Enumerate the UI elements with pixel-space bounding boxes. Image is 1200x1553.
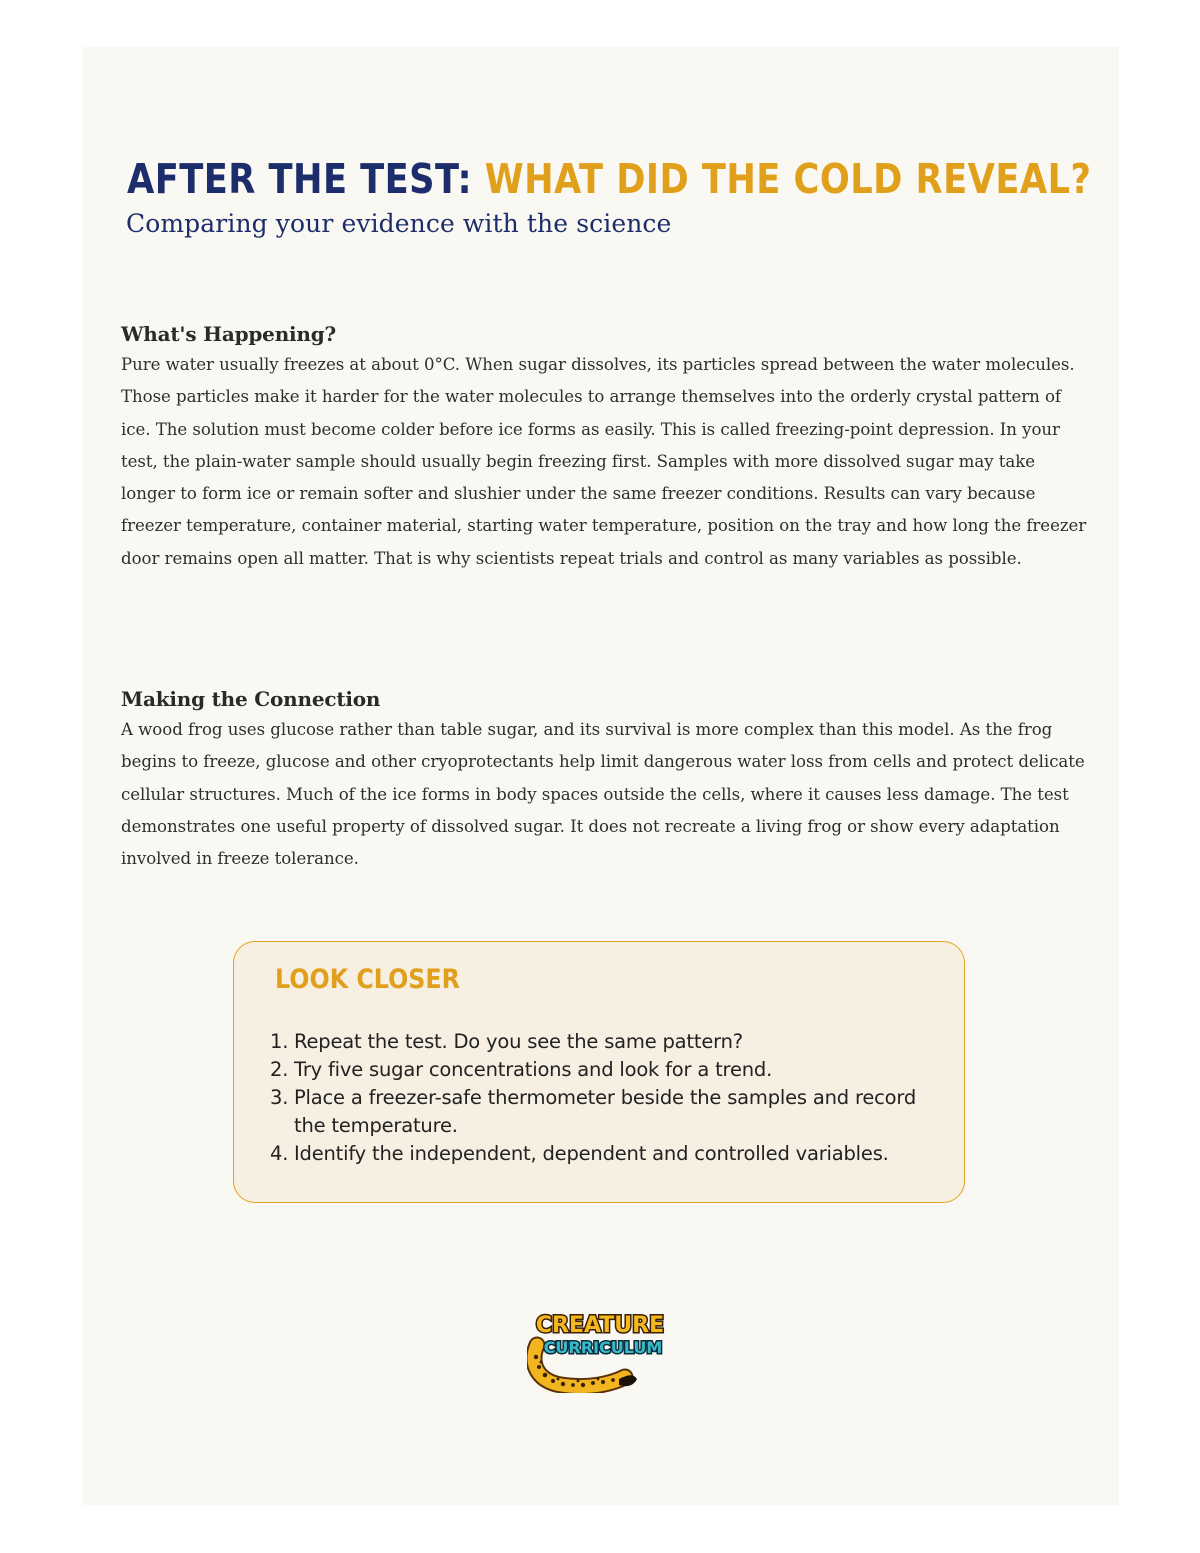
list-item-text: Identify the independent, dependent and controlled variables. <box>294 1142 889 1165</box>
list-item-text: Try five sugar concentrations and look for a trend. <box>294 1058 773 1081</box>
logo-line1: CREATURE <box>535 1313 665 1338</box>
logo-line2: CURRICULUM <box>543 1338 663 1357</box>
list-item <box>270 1028 930 1056</box>
list-item-text: Place a freezer-safe thermometer beside the samples and record the temperature. <box>294 1086 917 1137</box>
page-subtitle: Comparing your evidence with the science <box>126 209 672 238</box>
section-whats-happening <box>121 322 1089 575</box>
list-number: 3. <box>270 1086 289 1109</box>
look-closer-callout <box>233 941 965 1203</box>
list-item <box>270 1084 930 1140</box>
callout-heading: LOOK CLOSER <box>275 964 460 995</box>
page-title <box>127 155 1091 203</box>
list-item <box>270 1056 930 1084</box>
list-item-text: Repeat the test. Do you see the same pattern? <box>294 1030 743 1053</box>
creature-curriculum-logo <box>527 1305 673 1393</box>
section-heading: What's Happening? <box>121 322 337 346</box>
page-title-part1: AFTER THE TEST: <box>127 155 473 203</box>
section-heading: Making the Connection <box>121 687 381 711</box>
section-body: Pure water usually freezes at about 0°C. When sugar dissolves, its particles spread between the water molecules. Those particles make it harder for the water molecules to arrange themselves into the orderly crystal pattern of ice. The solution must become colder before ice forms as easily. This is called freezing-point depression. In your test, the plain-water sample should usually begin freezing first. Samples with more dissolved sugar may take longer to form ice or remain softer and slushier under the same freezer conditions. Results can vary because freezer temperature, container material, starting water temperature, position on the tray and how long the freezer door remains open all matter. That is why scientists repeat trials and control as many variables as possible. <box>121 355 1087 568</box>
list-number: 4. <box>270 1142 289 1165</box>
list-number: 2. <box>270 1058 289 1081</box>
page-title-part2: WHAT DID THE COLD REVEAL? <box>484 155 1092 203</box>
section-body: A wood frog uses glucose rather than table sugar, and its survival is more complex than this model. As the frog begins to freeze, glucose and other cryoprotectants help limit dangerous water loss from cells and protect delicate cellular structures. Much of the ice forms in body spaces outside the cells, where it causes less damage. The test demonstrates one useful property of dissolved sugar. It does not recreate a living frog or show every adaptation involved in freeze tolerance. <box>121 720 1085 869</box>
worksheet-page <box>83 47 1119 1505</box>
list-item <box>270 1140 930 1168</box>
list-number: 1. <box>270 1030 289 1053</box>
section-making-the-connection <box>121 687 1089 875</box>
activity-list <box>270 1028 930 1168</box>
